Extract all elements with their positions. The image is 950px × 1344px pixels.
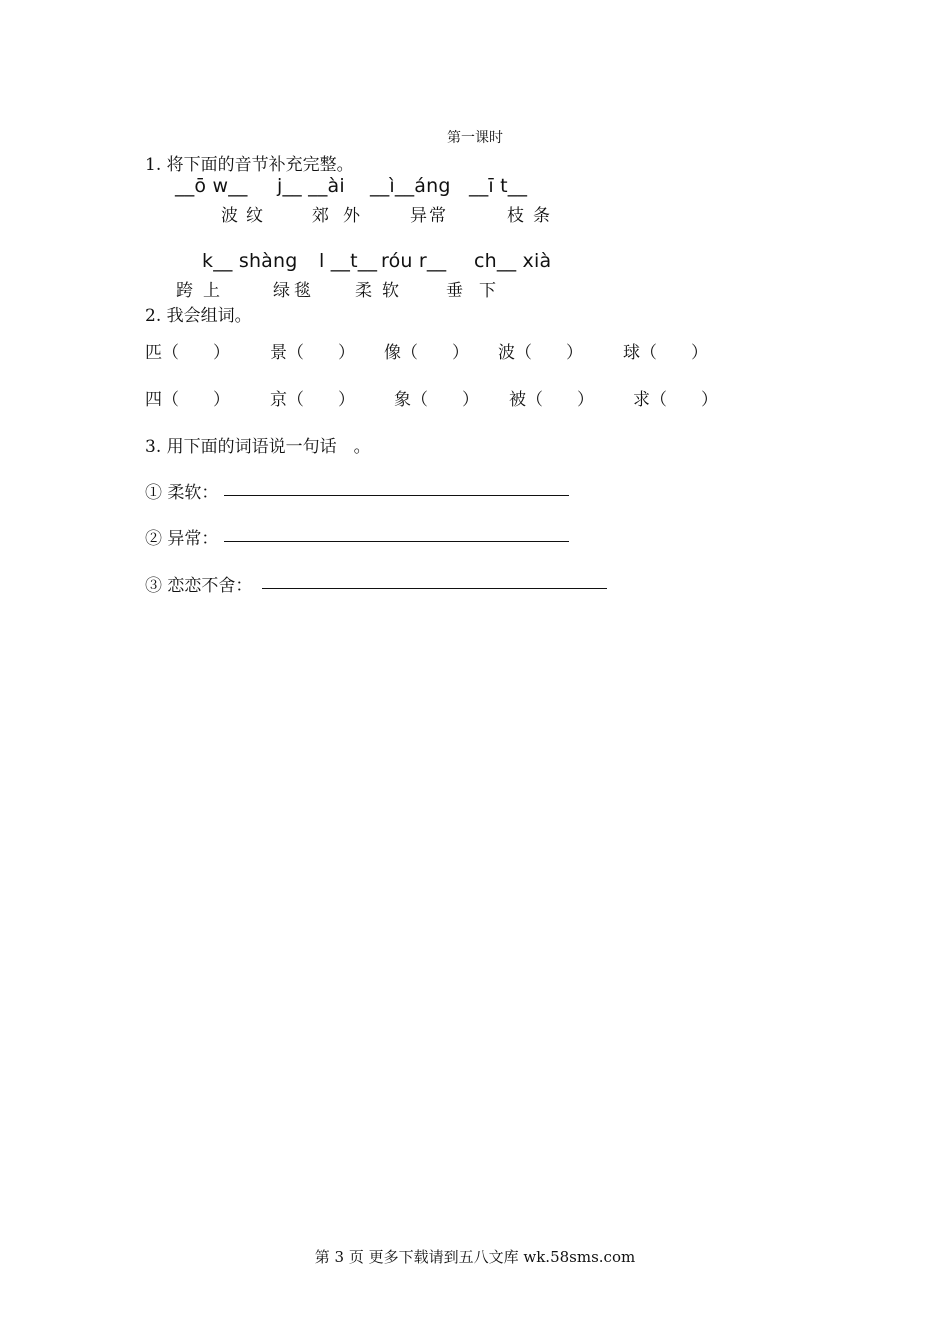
- word-group-item: 波（ ）: [498, 343, 583, 363]
- word-group-item: 四（ ）: [145, 390, 230, 410]
- word-group-item: 像（ ）: [384, 343, 469, 363]
- page-title: 第一课时: [447, 130, 503, 146]
- sentence-prompt: ① 柔软：: [145, 483, 219, 503]
- hanzi-word: 垂下: [446, 281, 512, 301]
- question-1-heading: 1. 将下面的音节补充完整。: [145, 155, 354, 175]
- hanzi-word: 异常: [410, 206, 448, 226]
- pinyin-blank: róu r__: [381, 250, 447, 272]
- word-group-item: 匹（ ）: [145, 343, 230, 363]
- word-group-item: 球（ ）: [623, 343, 708, 363]
- answer-line: [224, 495, 569, 496]
- pinyin-blank: __ō w__: [175, 175, 248, 197]
- pinyin-blank: __ī t__: [469, 175, 528, 197]
- sentence-prompt: ③ 恋恋不舍：: [145, 576, 253, 596]
- answer-line: [224, 541, 569, 542]
- hanzi-word: 跨上: [176, 281, 230, 301]
- pinyin-blank: __ì__áng: [370, 175, 451, 197]
- word-group-item: 景（ ）: [270, 343, 355, 363]
- pinyin-blank: ch__ xià: [474, 250, 552, 272]
- answer-line: [262, 588, 607, 589]
- pinyin-blank: k__ shàng: [202, 250, 298, 272]
- hanzi-word: 柔软: [355, 281, 409, 301]
- sentence-prompt: ② 异常：: [145, 529, 219, 549]
- hanzi-word: 枝条: [507, 206, 559, 226]
- pinyin-blank: l __t__: [319, 250, 378, 272]
- page-footer: 第 3 页 更多下载请到五八文库 wk.58sms.com: [314, 1248, 636, 1266]
- question-3-heading: 3. 用下面的词语说一句话 。: [145, 437, 371, 457]
- word-group-item: 京（ ）: [270, 390, 355, 410]
- hanzi-word: 郊外: [312, 206, 374, 226]
- hanzi-word: 波纹: [221, 206, 271, 226]
- word-group-item: 象（ ）: [394, 390, 479, 410]
- hanzi-word: 绿毯: [273, 281, 315, 301]
- question-2-heading: 2. 我会组词。: [145, 306, 252, 326]
- pinyin-blank: j__ __ài: [277, 175, 345, 197]
- word-group-item: 被（ ）: [509, 390, 594, 410]
- word-group-item: 求（ ）: [633, 390, 718, 410]
